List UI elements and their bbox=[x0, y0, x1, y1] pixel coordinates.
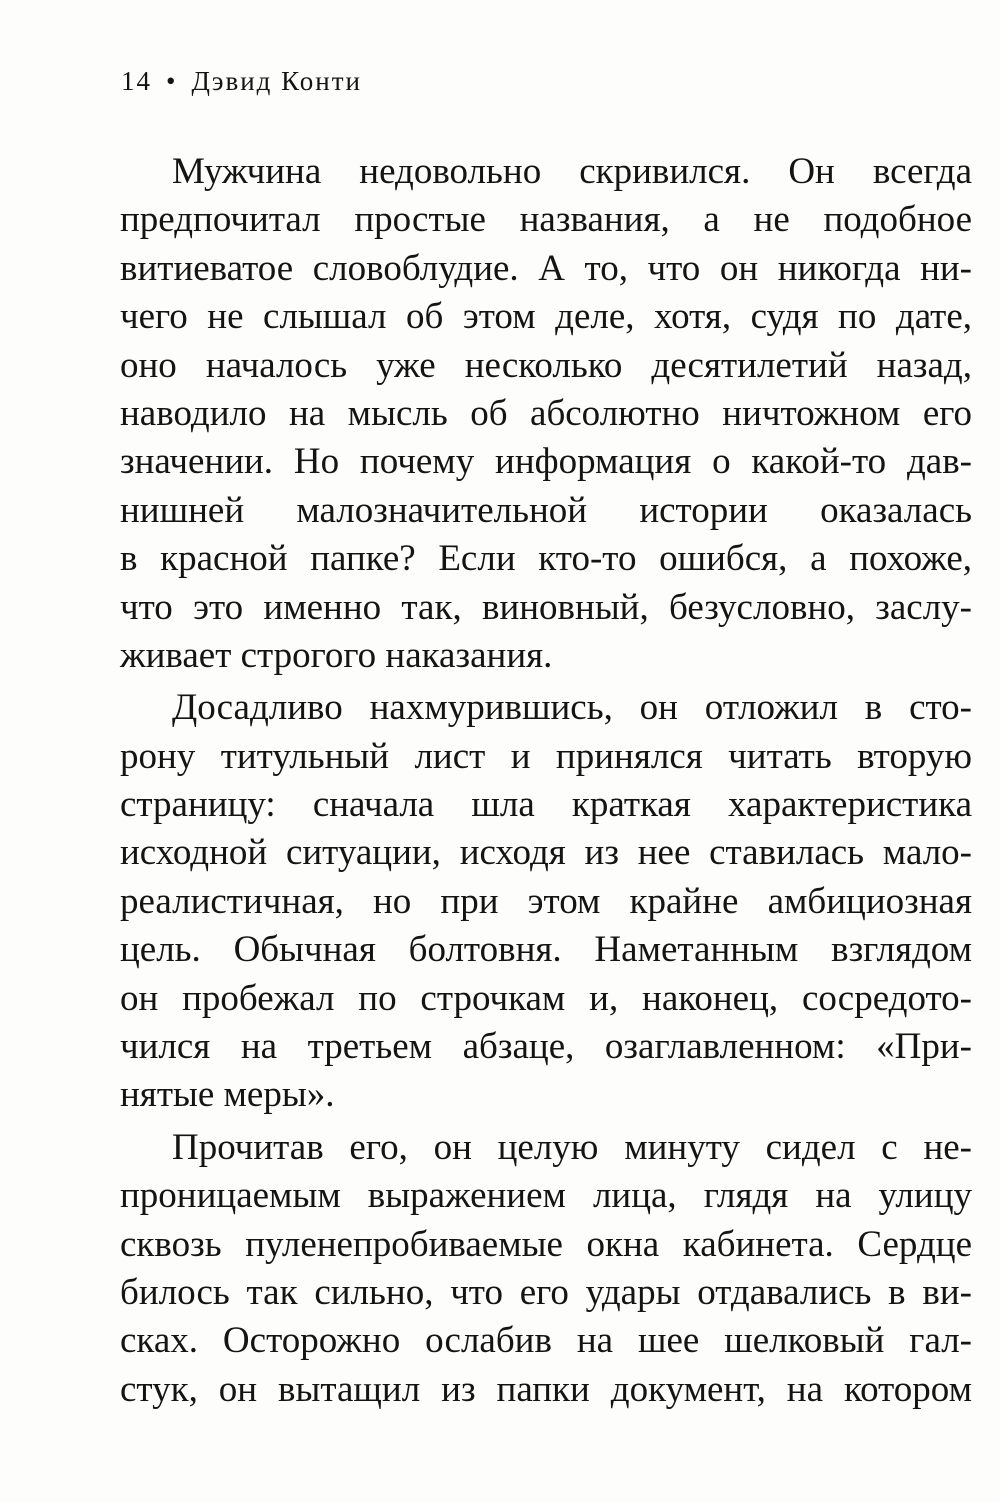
text-line: рону титульный лист и принялся читать вторую bbox=[120, 735, 972, 777]
text-line: стук, он вытащил из папки документ, на котором bbox=[120, 1368, 972, 1410]
running-head bbox=[121, 66, 362, 97]
text-line: сках. Осторожно ослабив на шее шелковый гал- bbox=[120, 1320, 972, 1362]
text-line: страницу: сначала шла краткая характеристика bbox=[120, 784, 972, 826]
text-line: чего не слышал об этом деле, хотя, судя по дате, bbox=[120, 296, 972, 338]
text-line: реалистичная, но при этом крайне амбициозная bbox=[120, 880, 972, 922]
text-line: витиеватое словоблудие. А то, что он никогда ни- bbox=[120, 247, 972, 289]
text-line: билось так сильно, что его удары отдавались в ви- bbox=[120, 1271, 972, 1313]
body-text bbox=[120, 148, 972, 1414]
text-line: нятые меры». bbox=[120, 1074, 335, 1116]
paragraph-1 bbox=[120, 148, 972, 680]
text-line: в красной папке? Если кто-то ошибся, а похоже, bbox=[120, 538, 972, 580]
author-name: Дэвид Конти bbox=[191, 66, 363, 96]
text-line: Досадливо нахмурившись, он отложил в сто- bbox=[172, 687, 972, 729]
paragraph-3 bbox=[120, 1124, 972, 1414]
text-line: Мужчина недовольно скривился. Он всегда bbox=[172, 151, 972, 192]
text-line: исходной ситуации, исходя из нее ставилась мало- bbox=[120, 832, 972, 874]
text-line: проницаемым выражением лица, глядя на улицу bbox=[120, 1175, 972, 1217]
text-line: он пробежал по строчкам и, наконец, сосредото- bbox=[120, 977, 972, 1019]
page-number: 14 bbox=[121, 66, 152, 96]
text-line: живает строгого наказания. bbox=[120, 634, 553, 676]
text-line: чился на третьем абзаце, озаглавленном: «При- bbox=[120, 1026, 972, 1068]
text-line: значении. Но почему информация о какой-то дав- bbox=[120, 441, 972, 483]
text-line: цель. Обычная болтовня. Наметанным взглядом bbox=[120, 929, 972, 971]
text-line: наводило на мысль об абсолютно ничтожном его bbox=[120, 392, 972, 434]
text-line: оно началось уже несколько десятилетий назад, bbox=[120, 344, 972, 386]
header-separator: • bbox=[166, 66, 178, 96]
text-line: Прочитав его, он целую минуту сидел с не- bbox=[172, 1126, 972, 1168]
text-line: предпочитал простые названия, а не подобное bbox=[120, 199, 972, 241]
text-line: что это именно так, виновный, безусловно, заслу- bbox=[120, 586, 972, 628]
text-line: сквозь пуленепробиваемые окна кабинета. Сердце bbox=[120, 1223, 972, 1265]
text-line: нишней малозначительной истории оказалась bbox=[120, 489, 972, 531]
paragraph-2 bbox=[120, 684, 972, 1120]
